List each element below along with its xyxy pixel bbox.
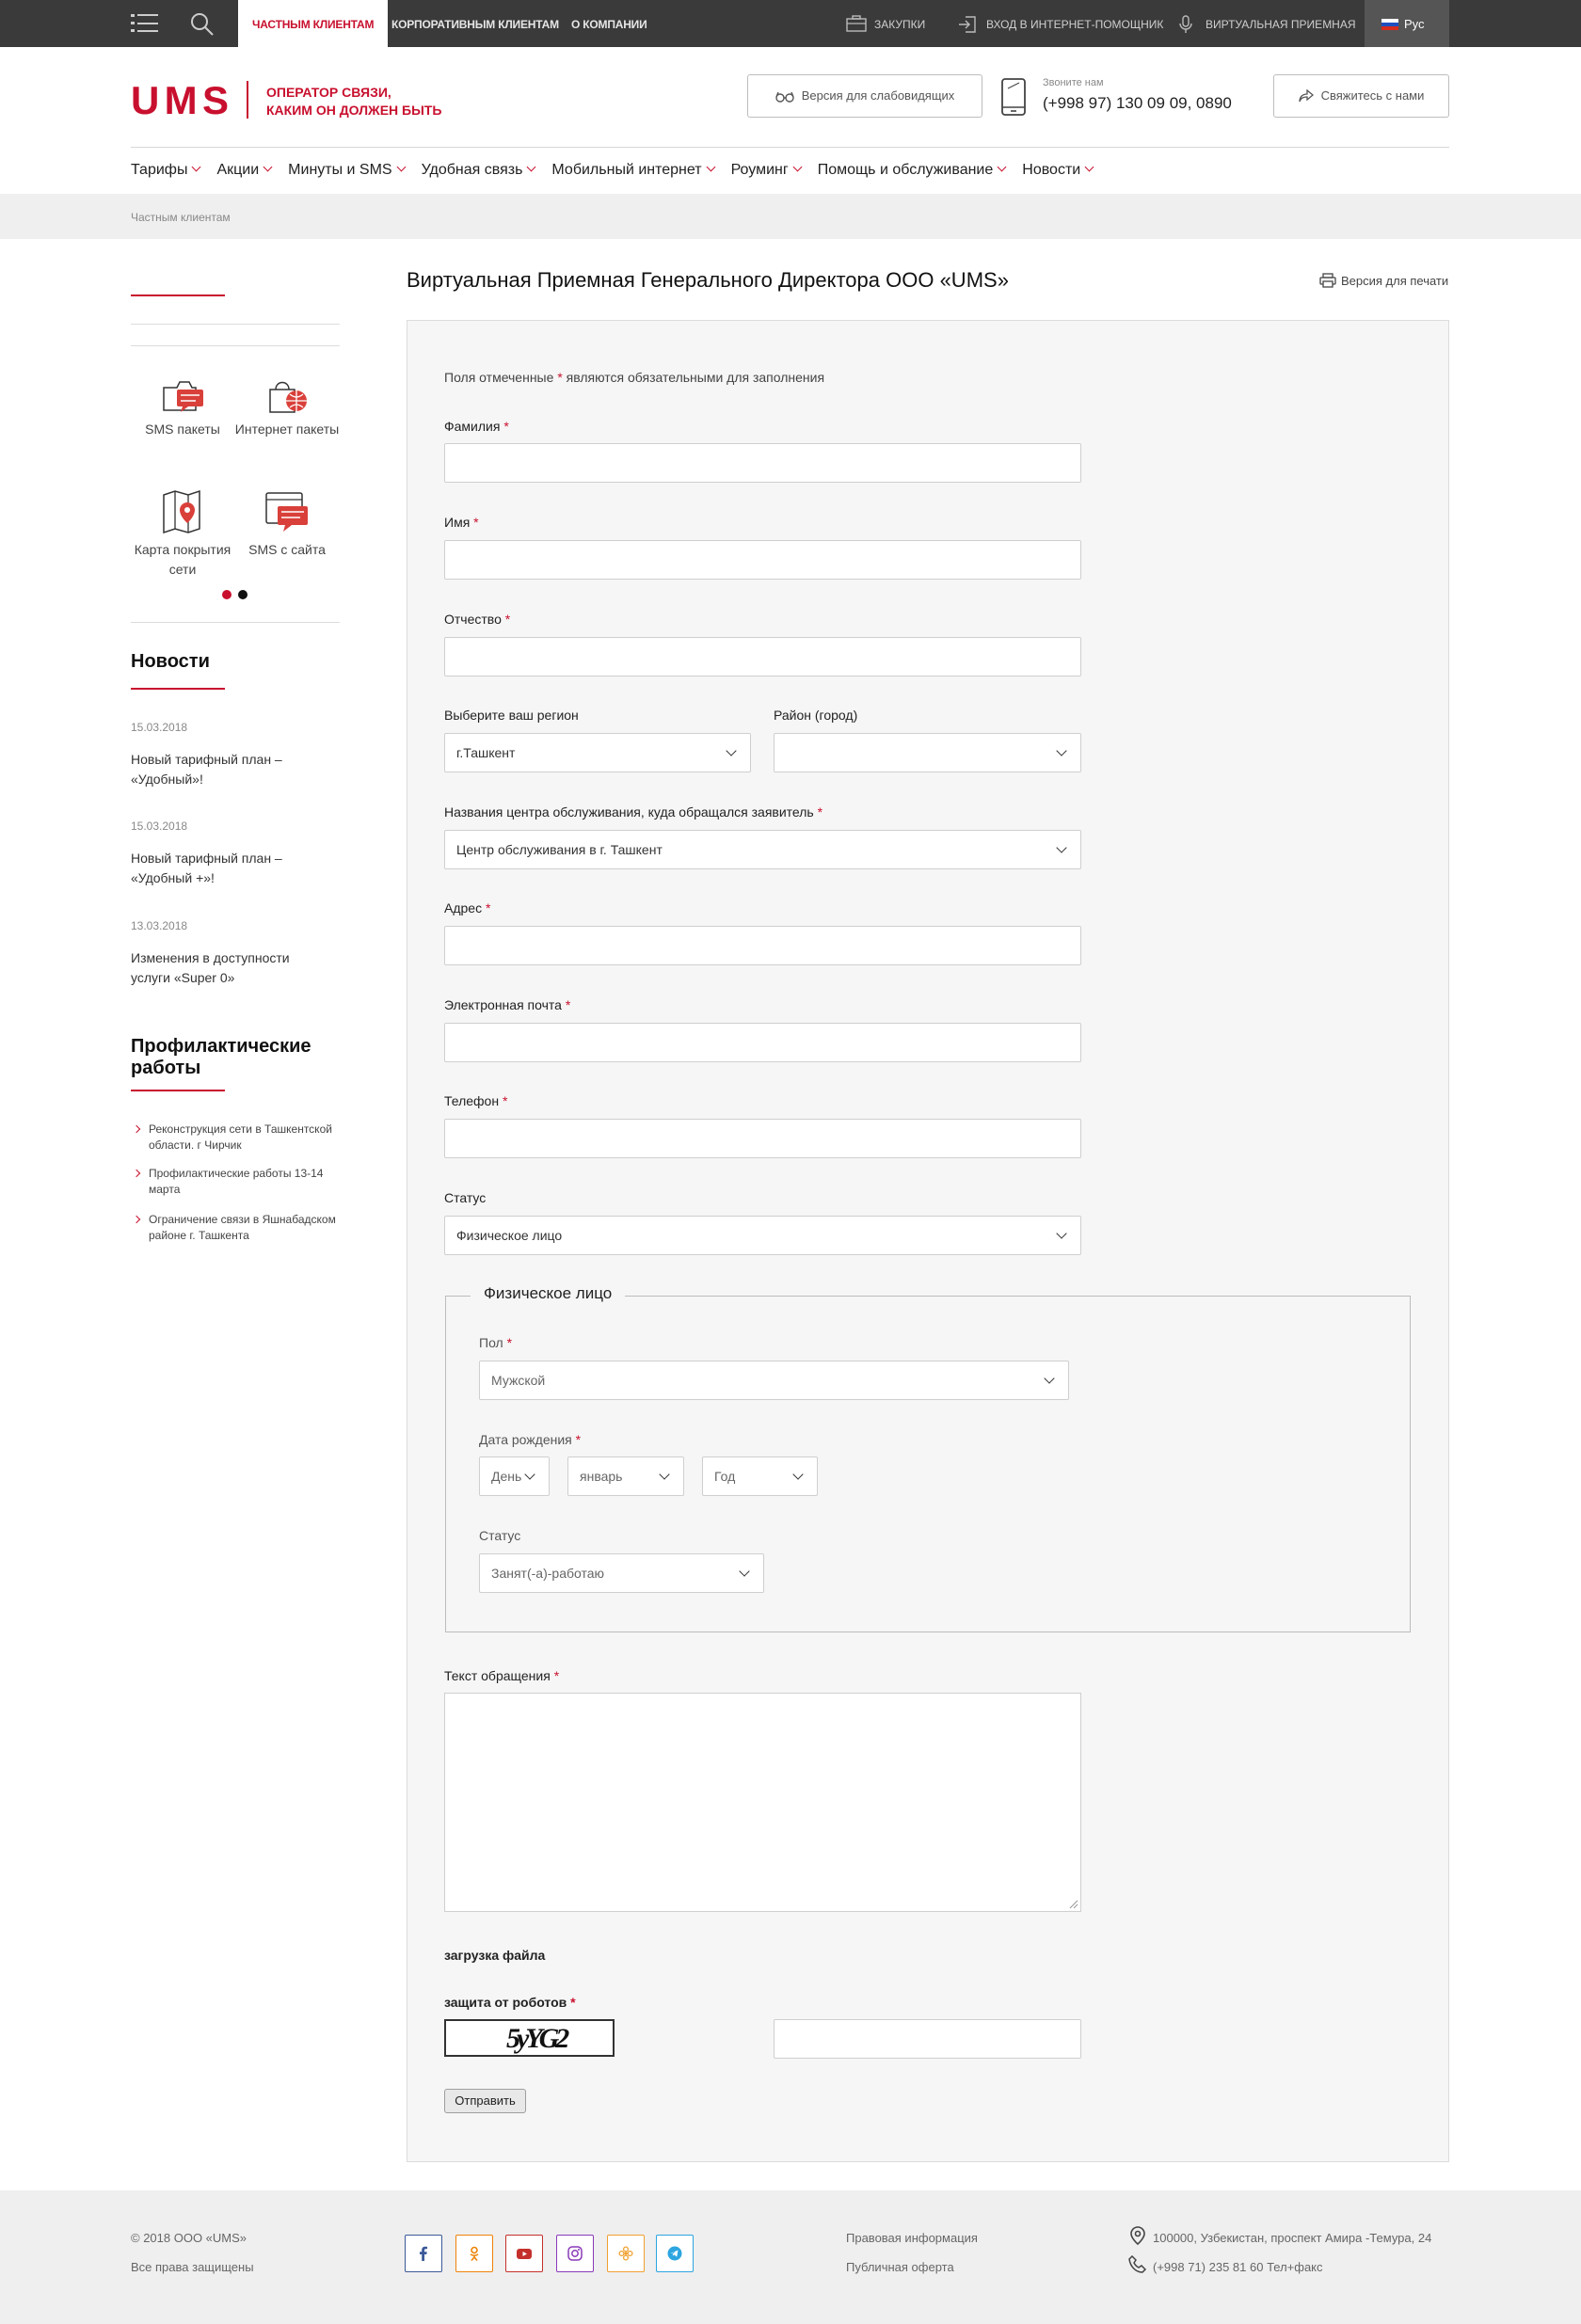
sidebar-divider bbox=[131, 622, 340, 623]
district-select[interactable] bbox=[774, 733, 1081, 772]
individual-fieldset-legend: Физическое лицо bbox=[471, 1284, 625, 1303]
briefcase-icon bbox=[846, 15, 867, 32]
name-label: Имя * bbox=[444, 515, 479, 530]
sidebar-divider bbox=[131, 324, 340, 325]
nav-minutes-sms[interactable]: Минуты и SMS bbox=[288, 158, 404, 183]
nav-help-service[interactable]: Помощь и обслуживание bbox=[818, 158, 1006, 183]
carousel-dot-active[interactable] bbox=[222, 590, 232, 599]
resize-grip-icon[interactable] bbox=[1069, 1900, 1078, 1909]
required-fields-note: Поля отмеченные * являются обязательными для заполнения bbox=[444, 370, 825, 385]
tagline: ОПЕРАТОР СВЯЗИ, КАКИМ ОН ДОЛЖЕН БЫТЬ bbox=[266, 85, 442, 118]
chevron-down-icon bbox=[792, 163, 802, 172]
address-input[interactable] bbox=[444, 926, 1081, 965]
employment-status-select[interactable]: Занят(-а)-работаю bbox=[479, 1553, 764, 1593]
maintenance-item[interactable]: Реконструкция сети в Ташкентской области. г Чирчик bbox=[149, 1122, 342, 1154]
phone-icon bbox=[1128, 2255, 1147, 2274]
maintenance-item[interactable]: Профилактические работы 13-14 марта bbox=[149, 1166, 342, 1198]
location-icon bbox=[1129, 2226, 1146, 2245]
region-label: Выберите ваш регион bbox=[444, 708, 579, 723]
file-upload-label[interactable]: загрузка файла bbox=[444, 1948, 546, 1963]
nav-news[interactable]: Новости bbox=[1022, 158, 1093, 183]
chevron-down-icon bbox=[264, 163, 273, 172]
accessibility-version-button[interactable]: Версия для слабовидящих bbox=[747, 74, 982, 118]
chevron-down-icon bbox=[1085, 163, 1094, 172]
maintenance-item[interactable]: Ограничение связи в Яшнабадском районе г. Ташкента bbox=[149, 1212, 342, 1244]
quick-link-sms-from-site[interactable]: SMS с сайта bbox=[234, 489, 340, 560]
address-label: Адрес * bbox=[444, 900, 491, 915]
coverage-map-icon bbox=[156, 489, 209, 536]
gender-label: Пол * bbox=[479, 1335, 513, 1350]
hotline-phone[interactable]: (+998 97) 130 09 09, 0890 bbox=[1043, 94, 1232, 112]
news-heading-underline bbox=[131, 688, 225, 690]
svg-text:5yYG2: 5yYG2 bbox=[506, 2023, 567, 2054]
ums-logo[interactable] bbox=[131, 81, 230, 119]
news-item[interactable]: Новый тарифный план – «Удобный»! bbox=[131, 752, 282, 787]
telegram-icon bbox=[667, 2246, 682, 2261]
captcha-label: защита от роботов * bbox=[444, 1995, 576, 2010]
chevron-down-icon bbox=[192, 163, 201, 172]
surname-input[interactable] bbox=[444, 443, 1081, 483]
svg-text:UMS: UMS bbox=[131, 81, 229, 119]
top-bar bbox=[0, 0, 1581, 47]
sms-site-icon bbox=[261, 489, 313, 536]
main-navigation bbox=[131, 158, 1110, 183]
message-textarea[interactable] bbox=[444, 1693, 1081, 1912]
submit-button[interactable]: Отправить bbox=[444, 2089, 526, 2113]
status-label: Статус bbox=[444, 1190, 487, 1205]
breadcrumb-item[interactable]: Частным клиентам bbox=[131, 211, 231, 224]
odnoklassniki-icon bbox=[467, 2246, 482, 2261]
birth-year-select[interactable]: Год bbox=[702, 1456, 818, 1496]
logo-divider bbox=[247, 81, 248, 119]
district-label: Район (город) bbox=[774, 708, 858, 723]
news-date: 13.03.2018 bbox=[131, 919, 188, 932]
page-title: Виртуальная Приемная Генерального Директора ООО «UMS» bbox=[407, 268, 1009, 292]
quick-link-internet-packages[interactable]: Интернет пакеты bbox=[234, 374, 340, 439]
instagram-icon bbox=[567, 2246, 583, 2261]
email-input[interactable] bbox=[444, 1023, 1081, 1062]
news-item[interactable]: Изменения в доступности услуги «Super 0» bbox=[131, 950, 290, 985]
public-offer-link[interactable]: Публичная оферта bbox=[846, 2260, 954, 2274]
phone-input[interactable] bbox=[444, 1119, 1081, 1158]
maintenance-heading: Профилактические работы bbox=[131, 1036, 311, 1078]
sidebar-divider bbox=[131, 345, 340, 346]
birth-month-select[interactable]: январь bbox=[567, 1456, 684, 1496]
email-label: Электронная почта * bbox=[444, 997, 571, 1012]
youtube-link[interactable] bbox=[505, 2235, 543, 2272]
facebook-icon bbox=[416, 2246, 431, 2261]
language-selector[interactable]: Рус bbox=[1365, 0, 1449, 47]
copyright: © 2018 ООО «UMS» bbox=[131, 2231, 248, 2245]
print-version-link[interactable]: Версия для печати bbox=[1319, 273, 1448, 288]
news-item[interactable]: Новый тарифный план – «Удобный +»! bbox=[131, 851, 282, 885]
nav-convenient-connection[interactable]: Удобная связь bbox=[422, 158, 535, 183]
telegram-link[interactable] bbox=[656, 2235, 694, 2272]
chevron-down-icon bbox=[527, 163, 536, 172]
sidebar-accent-line bbox=[131, 294, 225, 296]
quick-link-coverage-map[interactable]: Карта покрытия сети bbox=[130, 489, 235, 580]
instagram-link[interactable] bbox=[556, 2235, 594, 2272]
internet-helper-login-link[interactable]: ВХОД В ИНТЕРНЕТ-ПОМОЩНИК bbox=[958, 0, 1163, 47]
flower-icon bbox=[618, 2246, 633, 2261]
news-heading: Новости bbox=[131, 651, 210, 672]
footer bbox=[0, 2190, 1581, 2324]
nav-mobile-internet[interactable]: Мобильный интернет bbox=[551, 158, 713, 183]
patronymic-input[interactable] bbox=[444, 637, 1081, 677]
service-center-label: Названия центра обслуживания, куда обращался заявитель * bbox=[444, 804, 823, 820]
virtual-reception-link[interactable]: ВИРТУАЛЬНАЯ ПРИЕМНАЯ bbox=[1177, 0, 1356, 47]
maintenance-heading-underline bbox=[131, 1090, 225, 1091]
birth-day-select[interactable]: День bbox=[479, 1456, 550, 1496]
smartphone-icon bbox=[999, 77, 1028, 117]
captcha-image bbox=[444, 2019, 615, 2057]
search-icon[interactable] bbox=[190, 12, 215, 37]
microphone-icon bbox=[1177, 15, 1194, 34]
breadcrumb bbox=[0, 194, 1581, 239]
call-us-caption: Звоните нам bbox=[1043, 77, 1104, 88]
internet-package-icon bbox=[261, 374, 313, 416]
sms-package-icon bbox=[156, 374, 209, 416]
chevron-down-icon bbox=[396, 163, 406, 172]
tab-about-company[interactable]: О КОМПАНИИ bbox=[571, 18, 647, 31]
news-date: 15.03.2018 bbox=[131, 721, 188, 734]
printer-icon bbox=[1319, 273, 1336, 288]
rights-reserved: Все права защищены bbox=[131, 2260, 254, 2274]
service-center-select[interactable]: Центр обслуживания в г. Ташкент bbox=[444, 830, 1081, 869]
youtube-icon bbox=[517, 2246, 532, 2261]
quick-link-sms-packages[interactable]: SMS пакеты bbox=[130, 374, 235, 439]
menu-icon[interactable] bbox=[131, 13, 159, 34]
header-divider bbox=[131, 147, 1449, 148]
contact-us-button[interactable]: Свяжитесь с нами bbox=[1273, 74, 1449, 118]
surname-label: Фамилия * bbox=[444, 419, 509, 434]
tab-private-clients[interactable]: ЧАСТНЫМ КЛИЕНТАМ bbox=[238, 0, 388, 47]
flower-app-link[interactable] bbox=[607, 2235, 645, 2272]
flag-ru-icon bbox=[1381, 19, 1398, 30]
message-label: Текст обращения * bbox=[444, 1668, 560, 1683]
captcha-input[interactable] bbox=[774, 2019, 1081, 2059]
login-icon bbox=[958, 15, 977, 34]
name-input[interactable] bbox=[444, 540, 1081, 580]
carousel-dot[interactable] bbox=[238, 590, 248, 599]
chevron-down-icon bbox=[706, 163, 715, 172]
status-select[interactable]: Физическое лицо bbox=[444, 1216, 1081, 1255]
odnoklassniki-link[interactable] bbox=[455, 2235, 493, 2272]
company-address: 100000, Узбекистан, проспект Амира -Темура, 24 bbox=[1153, 2231, 1432, 2245]
region-select[interactable]: г.Ташкент bbox=[444, 733, 751, 772]
nav-promotions[interactable]: Акции bbox=[216, 158, 271, 183]
chevron-down-icon bbox=[998, 163, 1007, 172]
news-date: 15.03.2018 bbox=[131, 820, 188, 833]
contact-phone: (+998 71) 235 81 60 Тел+факс bbox=[1153, 2260, 1323, 2274]
captcha-text bbox=[446, 2021, 613, 2055]
nav-roaming[interactable]: Роуминг bbox=[731, 158, 801, 183]
birth-date-label: Дата рождения * bbox=[479, 1432, 582, 1447]
tab-corporate-clients[interactable]: КОРПОРАТИВНЫМ КЛИЕНТАМ bbox=[391, 18, 559, 31]
share-icon bbox=[1299, 89, 1314, 103]
nav-tariffs[interactable]: Тарифы bbox=[131, 158, 200, 183]
legal-info-link[interactable]: Правовая информация bbox=[846, 2231, 978, 2245]
employment-status-label: Статус bbox=[479, 1528, 521, 1543]
procurement-link[interactable]: ЗАКУПКИ bbox=[846, 0, 925, 47]
gender-select[interactable]: Мужской bbox=[479, 1361, 1069, 1400]
patronymic-label: Отчество * bbox=[444, 612, 511, 627]
facebook-link[interactable] bbox=[405, 2235, 442, 2272]
glasses-icon bbox=[775, 91, 794, 103]
phone-label: Телефон * bbox=[444, 1093, 508, 1108]
